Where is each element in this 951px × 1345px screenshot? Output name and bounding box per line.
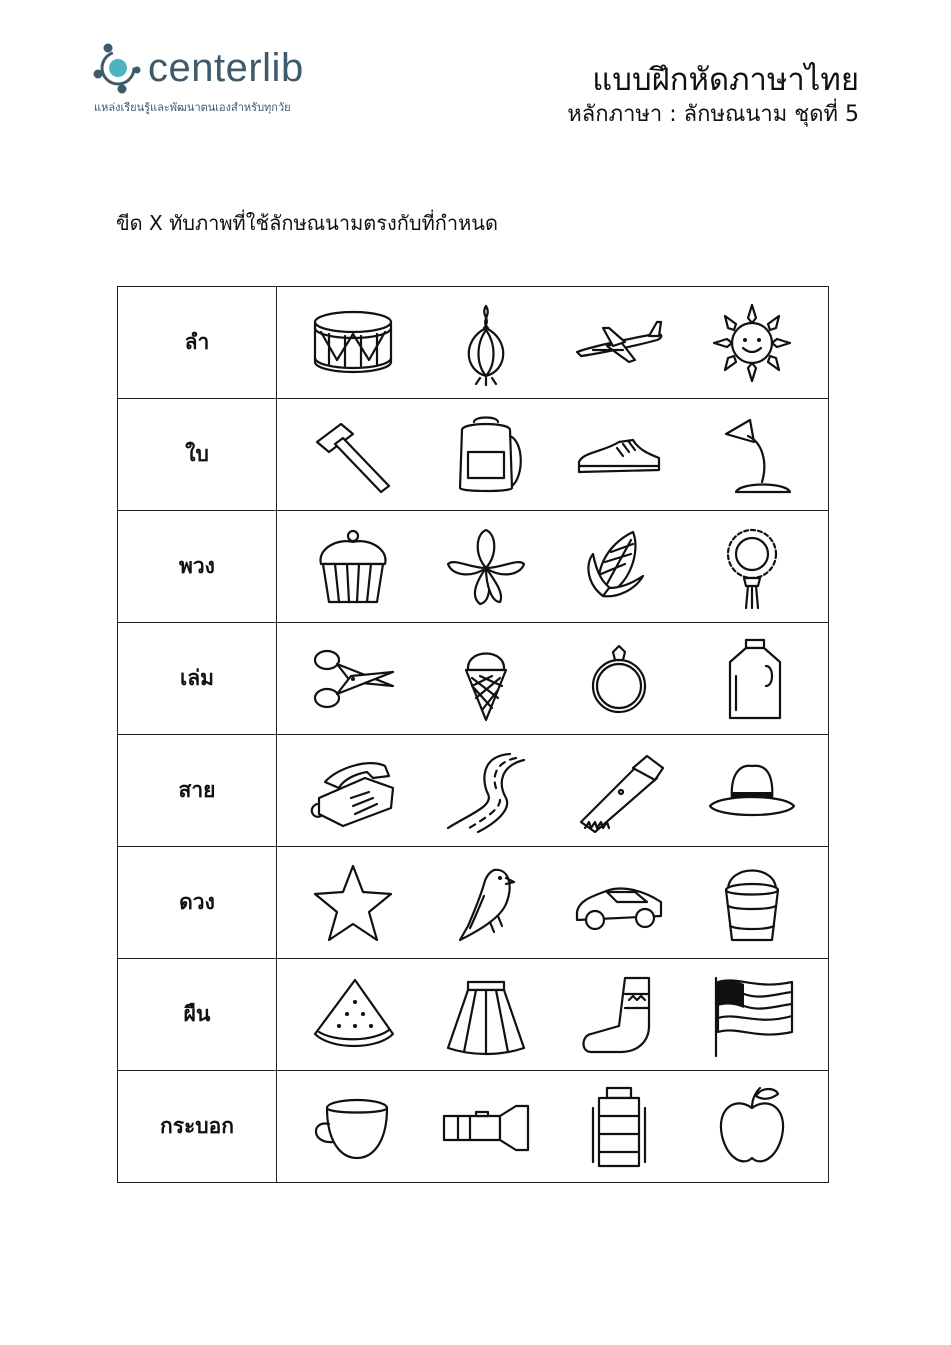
picture-cell (277, 623, 829, 735)
classifier-label: ผืน (118, 959, 277, 1071)
classifier-label: กระบอก (118, 1071, 277, 1183)
sock-icon[interactable] (571, 970, 667, 1060)
picture-cell (277, 511, 829, 623)
saw-icon[interactable] (571, 746, 667, 836)
exercise-row (118, 847, 829, 959)
sun-icon[interactable] (704, 298, 800, 388)
picture-cell (277, 959, 829, 1071)
classifier-label: พวง (118, 511, 277, 623)
classifier-label: เล่ม (118, 623, 277, 735)
page-subtitle: หลักภาษา : ลักษณนาม ชุดที่ 5 (567, 102, 859, 127)
flashlight-icon[interactable] (438, 1082, 534, 1172)
cupcake-icon[interactable] (305, 522, 401, 612)
exercise-row (118, 511, 829, 623)
picture-cell (277, 1071, 829, 1183)
classifier-label: ลำ (118, 287, 277, 399)
ring-icon[interactable] (571, 634, 667, 724)
desk-lamp-icon[interactable] (704, 410, 800, 500)
sneaker-icon[interactable] (571, 410, 667, 500)
flag-icon[interactable] (704, 970, 800, 1060)
apple-icon[interactable] (704, 1082, 800, 1172)
backpack-icon[interactable] (438, 410, 534, 500)
exercise-row (118, 1071, 829, 1183)
exercise-row (118, 399, 829, 511)
classifier-label: ดวง (118, 847, 277, 959)
bucket-icon[interactable] (704, 858, 800, 948)
flower-garland-icon[interactable] (704, 522, 800, 612)
exercise-row (118, 623, 829, 735)
skirt-icon[interactable] (438, 970, 534, 1060)
classifier-label: ใบ (118, 399, 277, 511)
picture-cell (277, 735, 829, 847)
milk-jug-icon[interactable] (704, 634, 800, 724)
exercise-row (118, 287, 829, 399)
star-icon[interactable] (305, 858, 401, 948)
instruction-text: ขีด X ทับภาพที่ใช้ลักษณนามตรงกับที่กำหนด (116, 211, 498, 235)
watermelon-slice-icon[interactable] (305, 970, 401, 1060)
flower-icon[interactable] (438, 522, 534, 612)
corn-icon[interactable] (571, 522, 667, 612)
classifier-label: สาย (118, 735, 277, 847)
logo (92, 42, 352, 122)
road-icon[interactable] (438, 746, 534, 836)
food-carrier-icon[interactable] (571, 1082, 667, 1172)
car-icon[interactable] (571, 858, 667, 948)
logo-tagline: แหล่งเรียนรู้และพัฒนาตนเองสำหรับทุกวัย (94, 101, 291, 114)
drum-icon[interactable] (305, 298, 401, 388)
hat-icon[interactable] (704, 746, 800, 836)
airplane-icon[interactable] (571, 298, 667, 388)
onion-icon[interactable] (438, 298, 534, 388)
exercise-table (117, 286, 829, 1183)
cup-icon[interactable] (305, 1082, 401, 1172)
exercise-row (118, 735, 829, 847)
hammer-icon[interactable] (305, 410, 401, 500)
telephone-icon[interactable] (305, 746, 401, 836)
page-title: แบบฝึกหัดภาษาไทย (592, 62, 859, 98)
bird-icon[interactable] (438, 858, 534, 948)
logo-wordmark: centerlib (148, 46, 304, 90)
exercise-row (118, 959, 829, 1071)
picture-cell (277, 287, 829, 399)
picture-cell (277, 847, 829, 959)
ice-cream-cone-icon[interactable] (438, 634, 534, 724)
logo-mark-icon (92, 42, 146, 94)
scissors-icon[interactable] (305, 634, 401, 724)
picture-cell (277, 399, 829, 511)
